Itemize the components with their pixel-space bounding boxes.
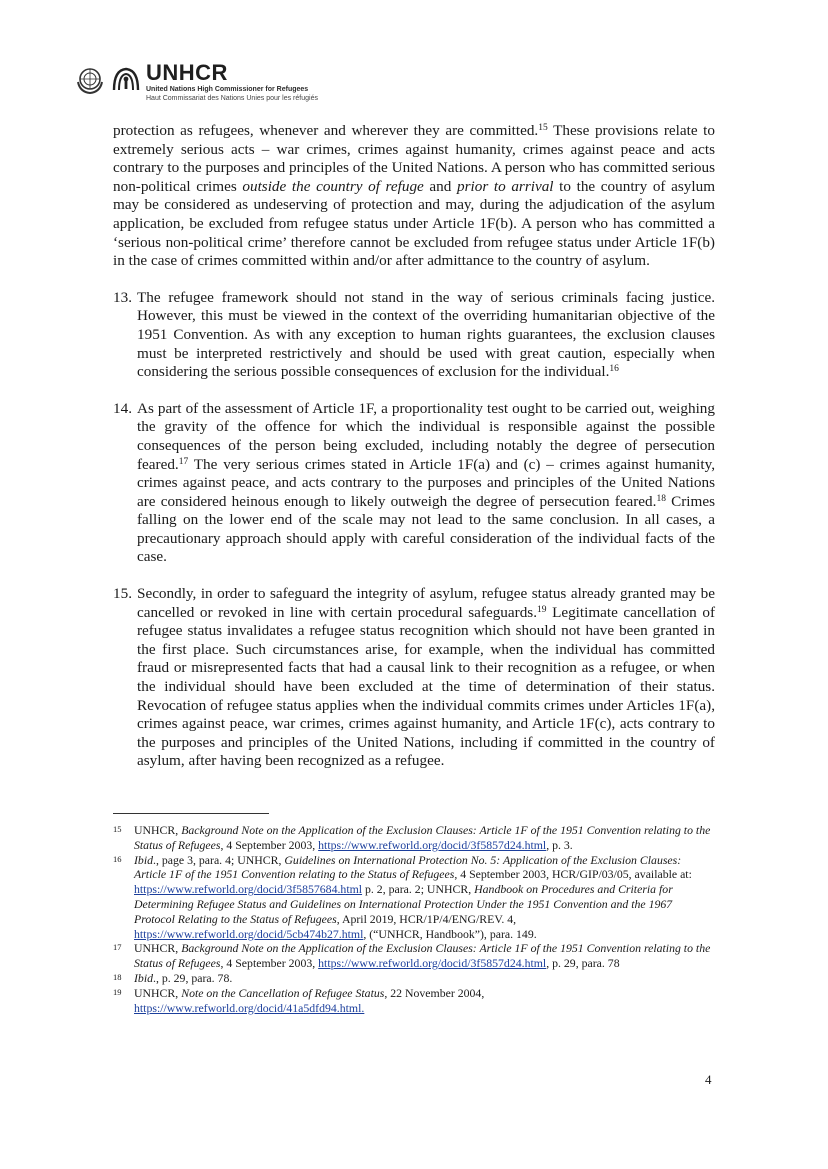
footnote-number: 17 bbox=[113, 942, 122, 953]
footnote-number: 15 bbox=[113, 824, 122, 834]
emphasis: prior to arrival bbox=[457, 177, 554, 195]
unhcr-emblem-icon bbox=[110, 64, 142, 96]
text: protection as refugees, whenever and wherever they are committed. bbox=[113, 122, 539, 139]
text: , 22 November 2004, bbox=[384, 985, 485, 1000]
refworld-link[interactable]: https://www.refworld.org/docid/3f5857684.html bbox=[134, 882, 363, 897]
refworld-link[interactable]: https://www.refworld.org/docid/41a5dfd94.html. bbox=[134, 1000, 365, 1015]
text: Legitimate cancellation of refugee status invalidates a refugee status recognition which should not have been granted in the first place. Such circumstances arise, for example, when the individual has committed fraud or misrepresented facts that had a causal link to their recognition as a refugee, or when the individual should have been excluded at the time of determination of their status. Revocation of refugee status applies when the individual commits crimes under Articles 1F(a), crimes against peace, war crimes, crimes against humanity, and Article 1F(c), acts contrary to the purposes and principles of the United Nations, including if committed in the country of asylum, after having been recognized as a refugee. bbox=[137, 603, 715, 770]
paragraph-13 bbox=[113, 289, 715, 382]
footnote-ref[interactable]: 16 bbox=[609, 364, 619, 375]
text: ., page 3, para. 4; UNHCR, bbox=[153, 852, 285, 867]
text: Secondly, in order to safeguard the integrity of asylum, refugee status already granted may be cancelled or revoked in line with certain procedural safeguards. bbox=[137, 585, 715, 621]
text: , 4 September 2003, bbox=[220, 837, 319, 852]
footnote-18 bbox=[113, 971, 715, 986]
brand-block bbox=[146, 62, 318, 103]
text: , (“UNHCR, Handbook”), para. 149. bbox=[363, 926, 537, 941]
text: UNHCR, bbox=[134, 823, 182, 837]
emphasis: Guidelines on International Protection No. 5: Application of the Exclusion Clauses: Article 1F of the 1951 Convention relating to the Status of Refugees bbox=[134, 852, 682, 882]
emphasis: Background Note on the Application of the Exclusion Clauses: Article 1F of the 1951 Convention relating to the Status of Refugees bbox=[134, 823, 711, 852]
text: , April 2019, HCR/1P/4/ENG/REV. 4, bbox=[336, 911, 517, 926]
emphasis: outside the country of refuge bbox=[242, 177, 424, 195]
paragraph-number: 14. bbox=[113, 399, 132, 417]
text: , 4 September 2003, HCR/GIP/03/05, available at: bbox=[454, 867, 692, 882]
text: The very serious crimes stated in Article 1F(a) and (c) – crimes against humanity, crimes against peace, and acts contrary to the purposes and principles of the United Nations are considered heinous enough to likely outweigh the degree of persecution feared. bbox=[137, 455, 715, 510]
emphasis: Ibid bbox=[134, 852, 154, 867]
footnote-17 bbox=[113, 941, 715, 971]
paragraph-12-continued bbox=[113, 122, 715, 271]
paragraph-15 bbox=[113, 585, 715, 771]
text: The refugee framework should not stand in the way of serious criminals facing justice. However, this must be viewed in the context of the overriding humanitarian objective of the 1951 Convention. As with any exception to human rights guarantees, the exclusion clauses must be interpreted restrictively and should be used with great caution, especially when considering the serious possible consequences of exclusion for the individual. bbox=[137, 288, 715, 381]
organization-subtitle-en: United Nations High Commissioner for Refugees bbox=[146, 86, 309, 93]
text: to the country of asylum may be considered as undeserving of protection and may, during the adjudication of the asylum application, be excluded from refugee status under Article 1F(b). A person who has committed a ‘serious non-political crime’ therefore cannot be excluded from refugee status under Article 1F(b) in the case of crimes committed within and/or after admittance to the country of asylum. bbox=[113, 177, 716, 270]
text: , p. 3. bbox=[546, 837, 573, 852]
footnote-ref[interactable]: 18 bbox=[656, 493, 666, 504]
emphasis: Ibid bbox=[134, 970, 154, 985]
main-body bbox=[113, 122, 715, 789]
emphasis: Handbook on Procedures and Criteria for Determining Refugee Status and Guidelines on International Protection Under the 1951 Convention and the 1967 Protocol Relating to the Status of Refugees bbox=[134, 882, 673, 926]
letterhead bbox=[74, 62, 394, 106]
footnote-number: 19 bbox=[113, 986, 122, 997]
footnote-ref[interactable]: 15 bbox=[538, 123, 548, 133]
text: As part of the assessment of Article 1F, a proportionality test ought to be carried out, weighing the gravity of the offence for which the individual is responsible against the possible consequences of the person being excluded, including notably the degree of persecution feared. bbox=[137, 399, 715, 473]
emphasis: Note on the Cancellation of Refugee Status bbox=[181, 985, 385, 1000]
footnote-ref[interactable]: 19 bbox=[537, 604, 547, 615]
text: UNHCR, bbox=[134, 941, 182, 956]
organization-subtitle-fr: Haut Commissariat des Nations Unies pour les réfugiés bbox=[146, 95, 318, 102]
footnote-ref[interactable]: 17 bbox=[178, 456, 189, 467]
text: , 4 September 2003, bbox=[220, 956, 319, 971]
footnote-number: 16 bbox=[113, 853, 122, 864]
footnote-16 bbox=[113, 853, 715, 942]
text: p. 2, para. 2; UNHCR, bbox=[362, 882, 475, 897]
refworld-link[interactable]: https://www.refworld.org/docid/3f5857d24.html bbox=[318, 837, 547, 852]
refworld-link[interactable]: https://www.refworld.org/docid/5cb474b27.html bbox=[134, 926, 364, 941]
paragraph-number: 13. bbox=[113, 288, 132, 306]
text: UNHCR, bbox=[134, 985, 182, 1000]
paragraph-14 bbox=[113, 400, 715, 567]
text: ., p. 29, para. 78. bbox=[153, 970, 233, 985]
emphasis: Background Note on the Application of the Exclusion Clauses: Article 1F of the 1951 Convention relating to the Status of Refugees bbox=[134, 941, 711, 971]
footnote-15 bbox=[113, 823, 715, 853]
footnote-19 bbox=[113, 986, 715, 1016]
text: and bbox=[423, 177, 458, 195]
page-number: 4 bbox=[705, 1072, 712, 1087]
un-emblem-icon bbox=[74, 64, 106, 96]
footnote-separator bbox=[113, 813, 269, 814]
paragraph-number: 15. bbox=[113, 585, 132, 603]
organization-name: UNHCR bbox=[146, 60, 228, 85]
footnote-number: 18 bbox=[113, 971, 122, 982]
footnotes bbox=[113, 823, 715, 1015]
text: Crimes falling on the lower end of the scale may not lead to the same conclusion. In all cases, a precautionary approach should apply with careful consideration of the individual facts of the case. bbox=[137, 492, 715, 566]
text: , p. 29, para. 78 bbox=[546, 956, 620, 971]
text: These provisions relate to extremely serious acts – war crimes, crimes against humanity, crimes against peace and acts contrary to the purposes and principles of the United Nations. A person who has committed serious non-political crimes bbox=[113, 122, 715, 195]
refworld-link[interactable]: https://www.refworld.org/docid/3f5857d24.html bbox=[318, 956, 547, 971]
